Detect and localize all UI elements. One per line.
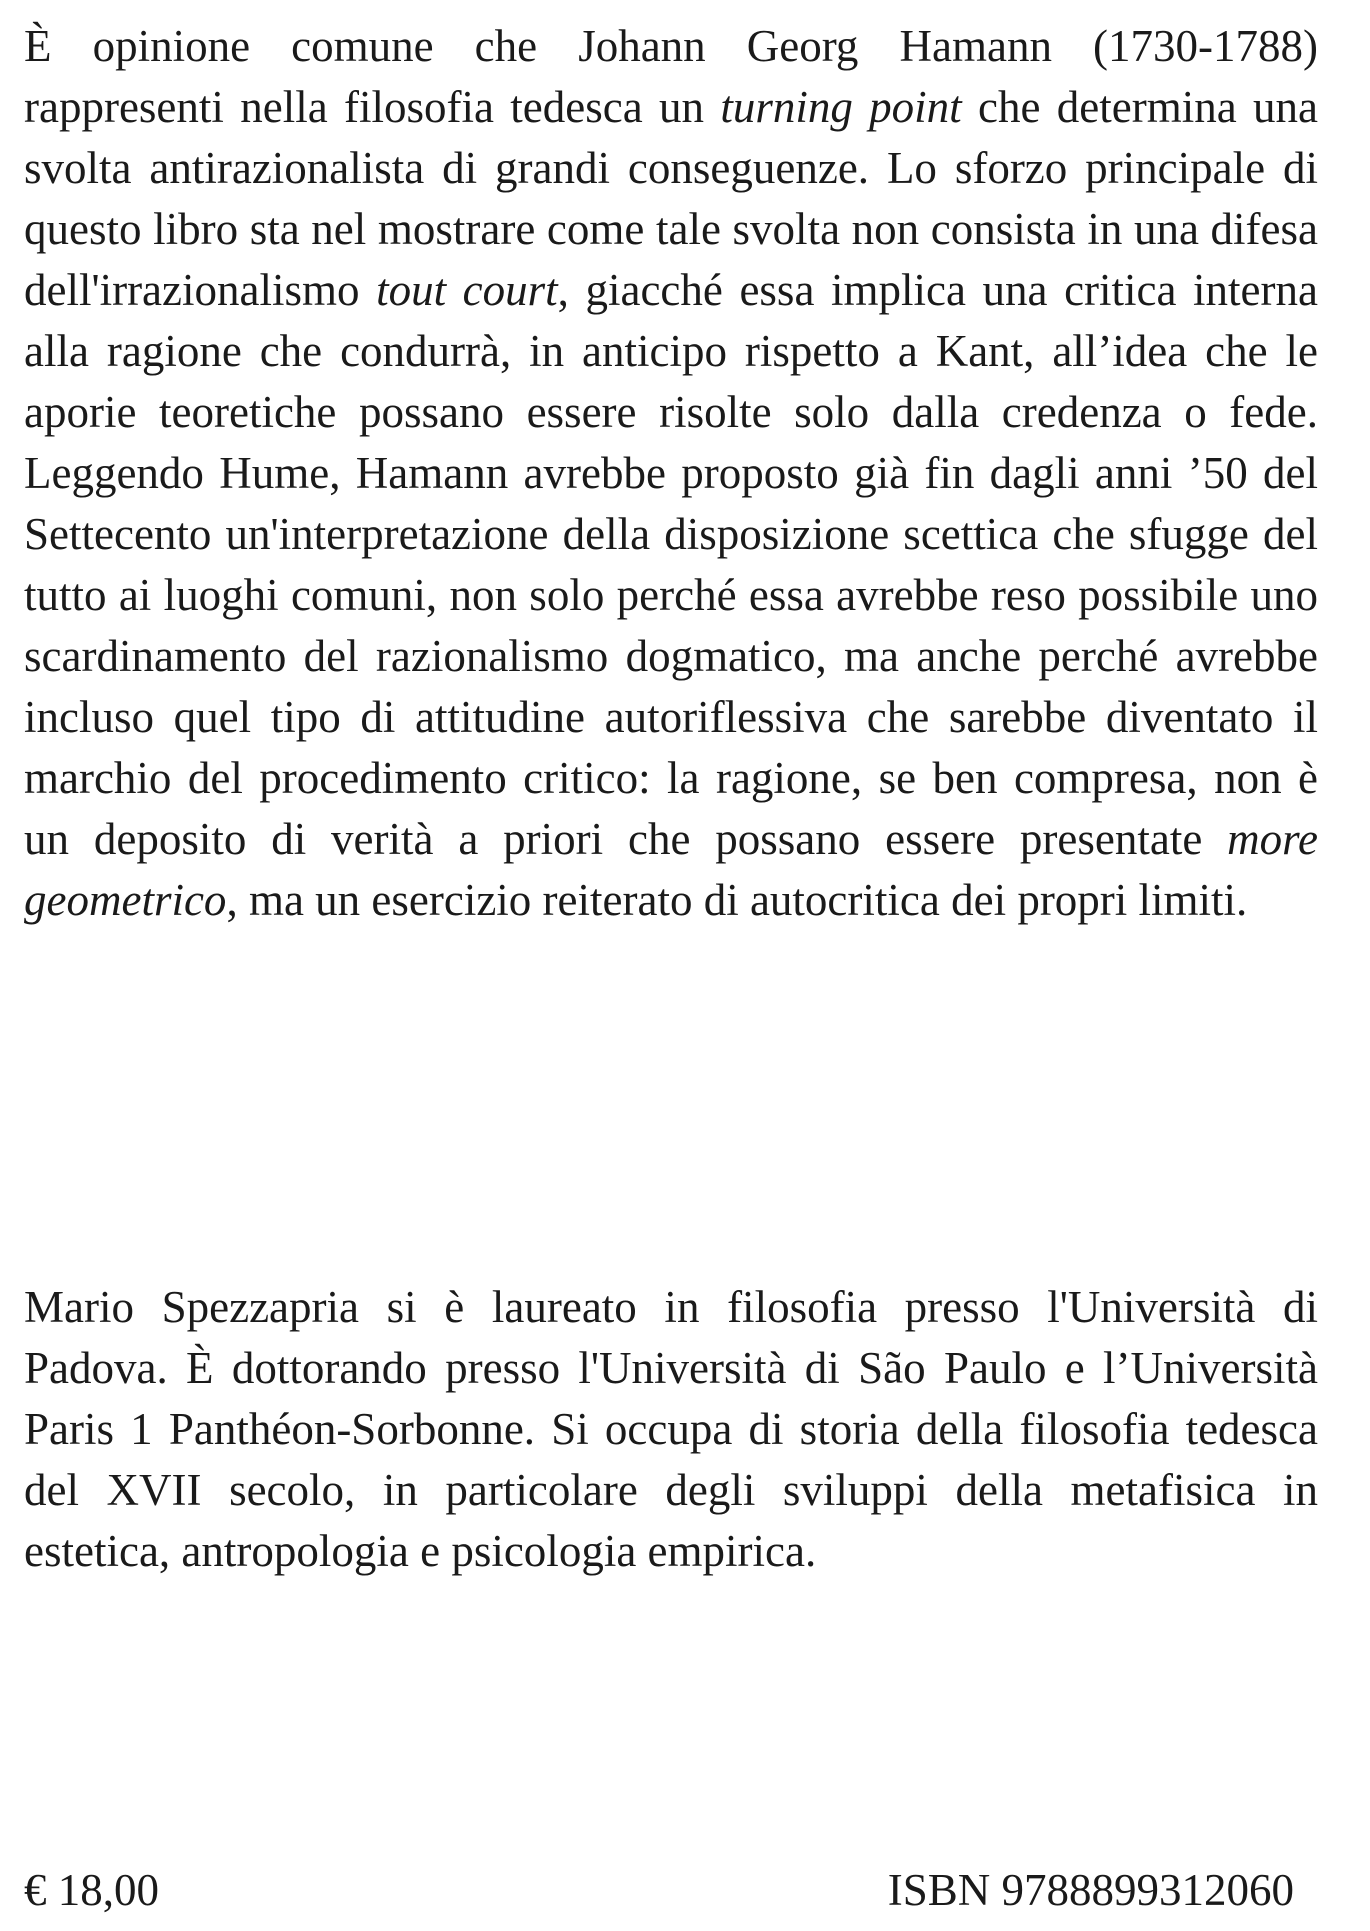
description-italic-tout-court: tout court	[376, 265, 558, 315]
description-paragraph	[24, 16, 1318, 931]
description-italic-more-geometrico: more geometrico	[24, 814, 1318, 925]
description-text-4: , ma un esercizio reiterato di autocritica dei propri limiti.	[226, 875, 1248, 925]
isbn-label: ISBN 9788899312060	[887, 1865, 1294, 1915]
author-bio-section	[24, 1277, 1318, 1582]
description-italic-turning-point: turning point	[720, 82, 962, 132]
description-text-3: , giacché essa implica una critica interna alla ragione che condurrà, in anticipo rispetto a Kant, all’idea che le aporie teoretiche possano essere risolte solo dalla credenza o fede. Leggendo Hume, Hamann avrebbe proposto già fin dagli anni ’50 del Settecento un'interpretazione della disposizione scettica che sfugge del tutto ai luoghi comuni, non solo perché essa avrebbe reso possibile uno scardinamento del razionalismo dogmatico, ma anche perché avrebbe incluso quel tipo di attitudine autoriflessiva che sarebbe diventato il marchio del procedimento critico: la ragione, se ben compresa, non è un deposito di verità a priori che possano essere presentate	[24, 265, 1318, 864]
description-text-2: che determina una svolta antirazionalista di grandi conseguenze. Lo sforzo principale di questo libro sta nel mostrare come tale svolta non consista in una difesa dell'irrazionalismo	[24, 82, 1318, 315]
price-label: € 18,00	[24, 1865, 159, 1915]
author-bio-paragraph: Mario Spezzapria si è laureato in filosofia presso l'Università di Padova. È dottorando presso l'Università di São Paulo e l’Università Paris 1 Panthéon-Sorbonne. Si occupa di storia della filosofia tedesca del XVII secolo, in particolare degli sviluppi della metafisica in estetica, antropologia e psicologia empirica.	[24, 1282, 1318, 1576]
description-text-1: È opinione comune che Johann Georg Hamann (1730-1788) rappresenti nella filosofia tedesca un	[24, 21, 1318, 132]
back-cover-description	[24, 16, 1318, 931]
